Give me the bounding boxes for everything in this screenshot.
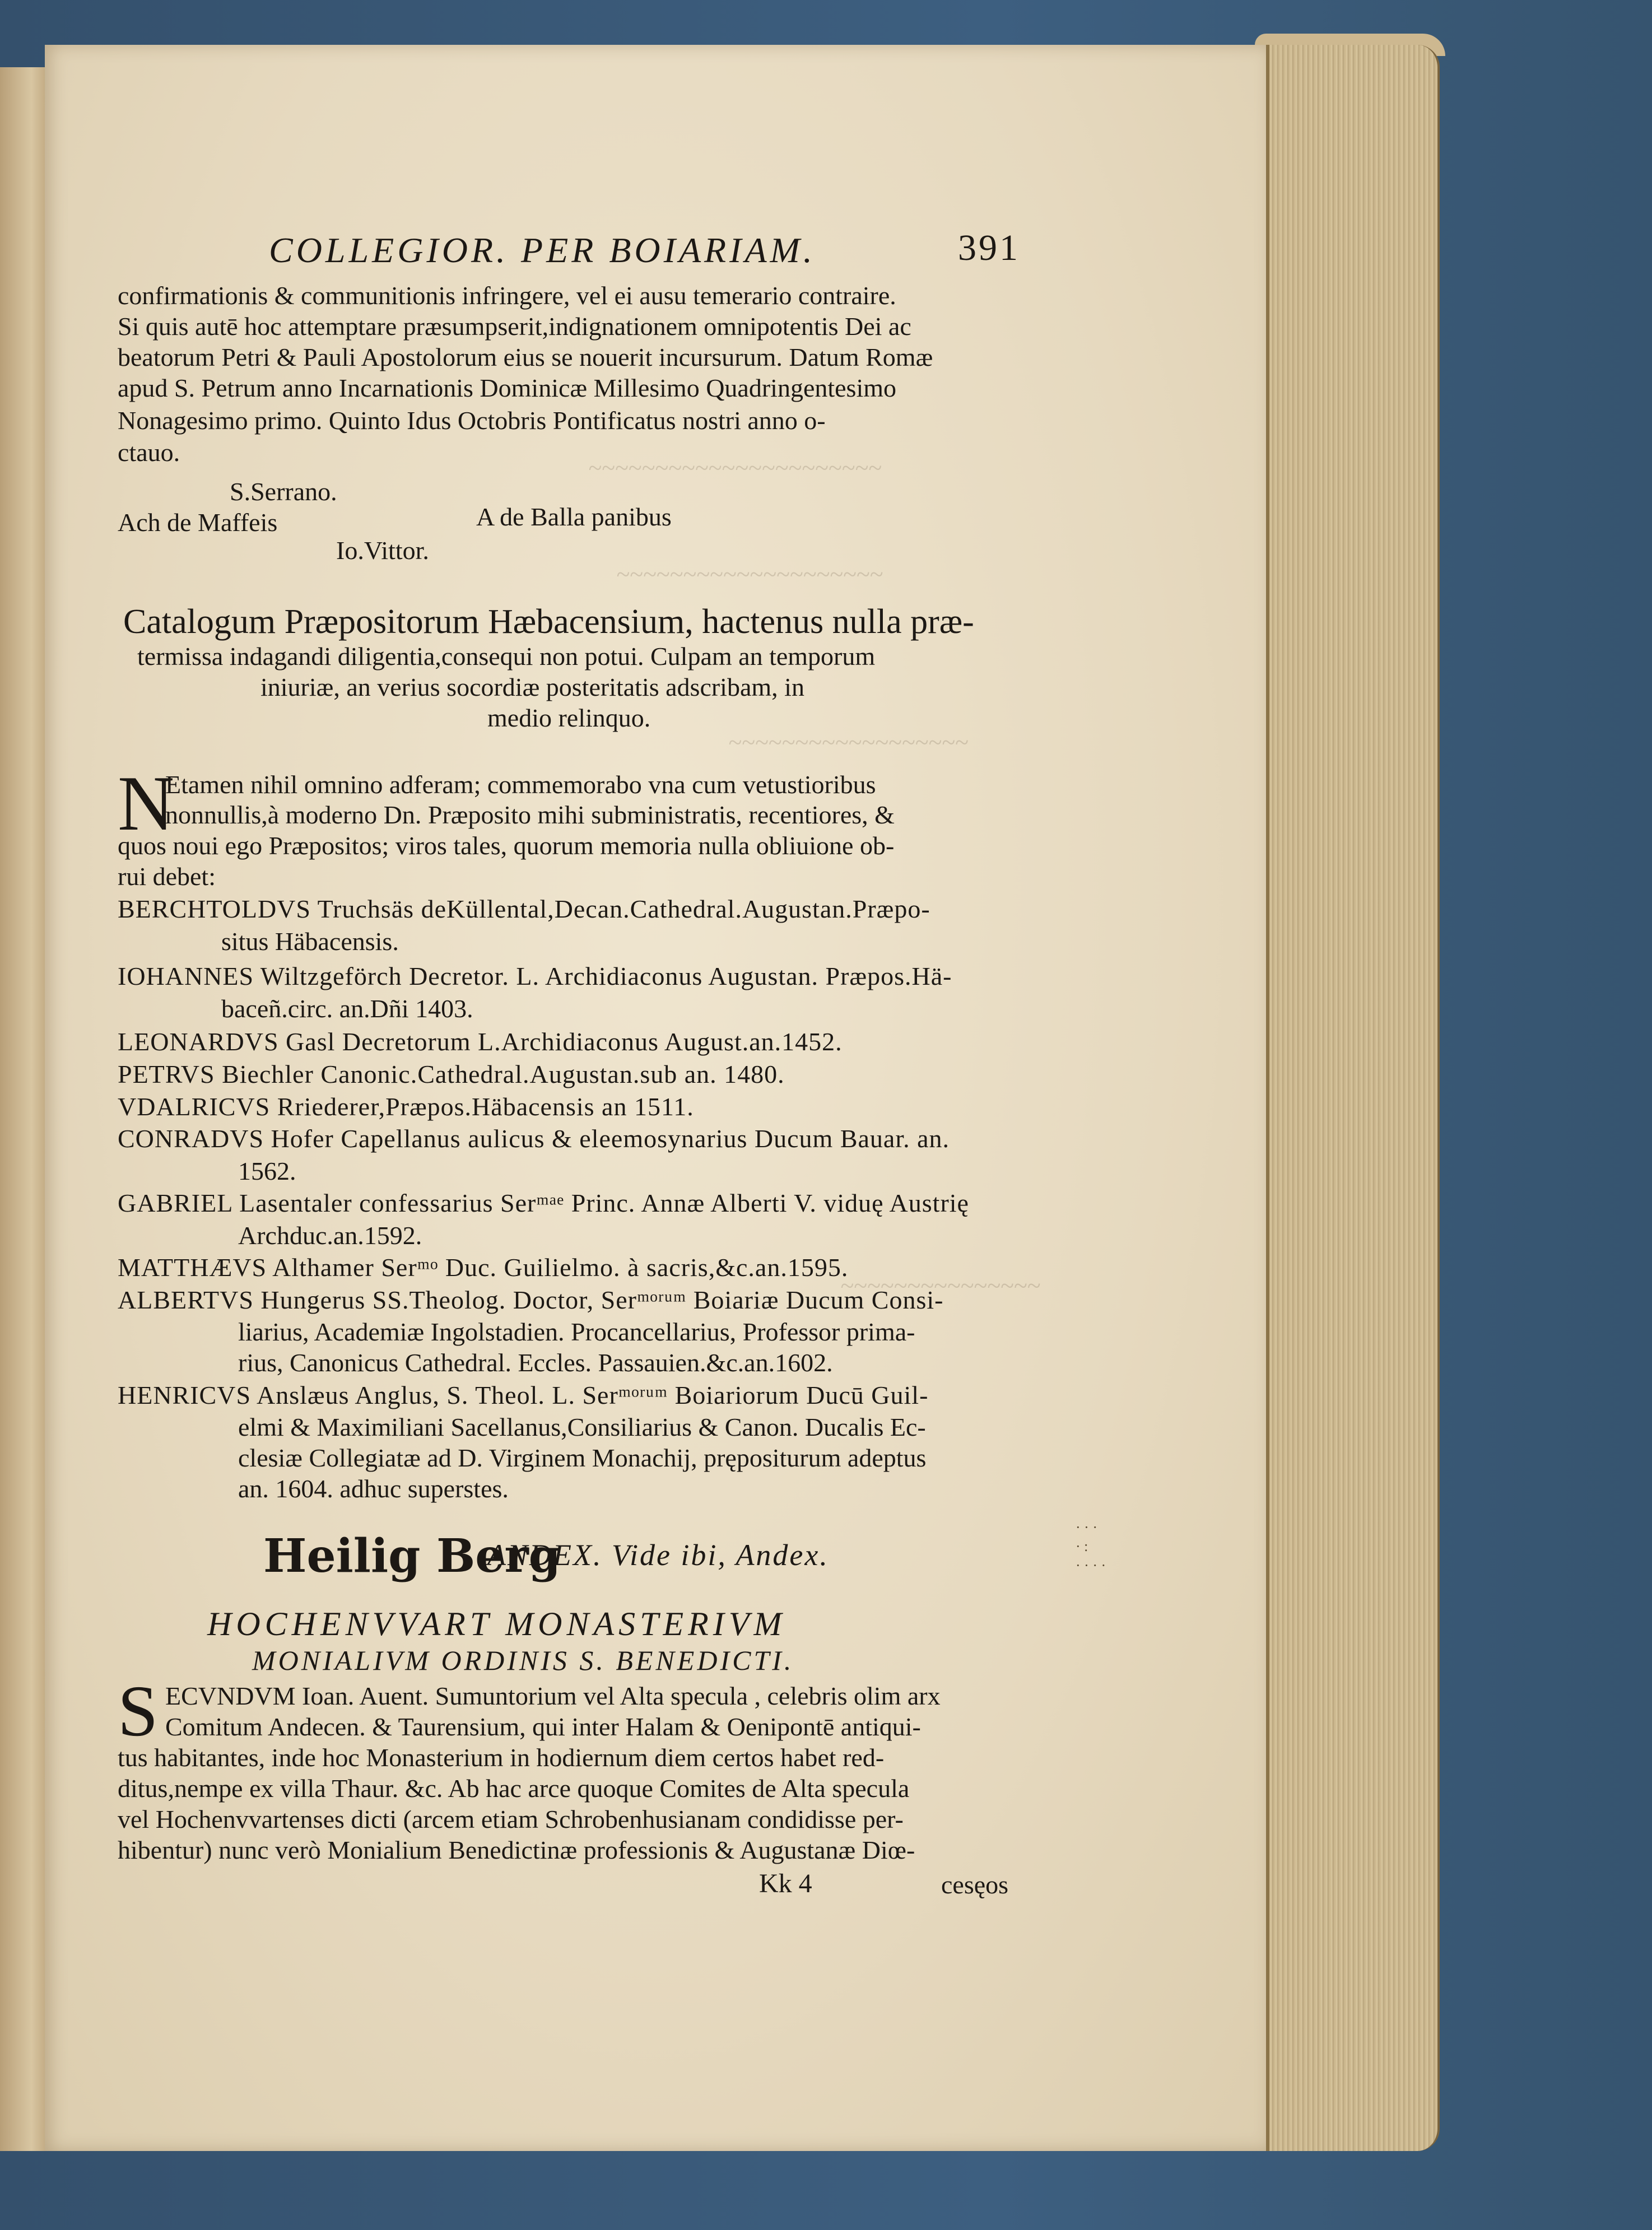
text-line: termissa indagandi diligentia,consequi non potui. Culpam an temporum [137,642,876,671]
text-line: hibentur) nunc verò Monialium Benedictinæ professionis & Augustanæ Diœ- [118,1836,915,1864]
bleed-through: ~~~~~~~~~~~~~~~ [840,1272,1041,1300]
signature: S.Serrano. [230,477,337,506]
text-line: Nonagesimo primo. Quinto Idus Octobris Pontificatus nostri anno o- [118,406,826,435]
text-line: ECVNDVM Ioan. Auent. Sumuntorium vel Alta specula , celebris olim arx [165,1682,941,1710]
provost-entry: PETRVS Biechler Canonic.Cathedral.Augustan.sub an. 1480. [118,1060,785,1088]
text-line: rui debet: [118,862,216,891]
text-line: nonnullis,à moderno Dn. Præposito mihi subministratis, recentiores, & [165,800,895,829]
andex-reference: ANDEX. Vide ibi, Andex. [487,1538,829,1572]
text-line: ctauo. [118,438,180,467]
provost-entry-cont: elmi & Maximiliani Sacellanus,Consiliarius & Canon. Ducalis Ec- [238,1413,926,1441]
provost-entry: MATTHÆVS Althamer Serᵐᵒ Duc. Guilielmo. à sacris,&c.an.1595. [118,1253,849,1282]
heilig-berg-heading: Heilig Berg [263,1529,561,1583]
provost-entry-cont: an. 1604. adhuc superstes. [238,1474,509,1503]
provost-entry: VDALRICVS Rriederer,Præpos.Häbacensis an 1511. [118,1092,694,1121]
bleed-through: ~~~~~~~~~~~~~~~~~~ [728,729,969,756]
catalogue-heading: Catalogum Præpositorum Hæbacensium, hactenus nulla præ- [123,603,974,641]
text-line: apud S. Petrum anno Incarnationis Dominicæ Millesimo Quadringentesimo [118,374,897,402]
signature: Io.Vittor. [336,536,429,565]
page-number: 391 [958,227,1020,268]
text-line: tus habitantes, inde hoc Monasterium in hodiernum diem certos habet red- [118,1743,885,1772]
provost-entry: IOHANNES Wiltzgeförch Decretor. L. Archidiaconus Augustan. Præpos.Hä- [118,962,952,990]
stray-marks: · · · · : · · · · [1076,1519,1106,1573]
signature: A de Balla panibus [476,502,672,531]
provost-entry-cont: 1562. [238,1157,296,1185]
text-line: quos noui ego Præpositos; viros tales, quorum memoria nulla obliuione ob- [118,831,895,860]
text-line: confirmationis & communitionis infringere, vel ei ausu temerario contraire. [118,281,896,310]
facing-page-edge [0,67,46,2151]
drop-cap: S [118,1671,159,1752]
bleed-through: ~~~~~~~~~~~~~~~~~~~~~~ [588,454,882,482]
text-line: Si quis autē hoc attemptare præsumpserit,indignationem omnipotentis Dei ac [118,312,911,341]
text-line: Comitum Andecen. & Taurensium, qui inter Halam & Oenipontē antiqui- [165,1712,921,1741]
provost-entry-cont: situs Häbacensis. [221,927,399,956]
signature-mark: Kk 4 [759,1869,812,1898]
hochenwart-title: HOCHENVVART MONASTERIVM [207,1605,787,1642]
provost-entry: LEONARDVS Gasl Decretorum L.Archidiaconus August.an.1452. [118,1027,843,1056]
page-block-edges [1266,45,1440,2151]
bleed-through: ~~~~~~~~~~~~~~~~~~~~ [616,561,883,588]
provost-entry-cont: Archduc.an.1592. [238,1221,422,1250]
text-line: Etamen nihil omnino adferam; commemorabo vna cum vetustioribus [165,770,876,799]
provost-entry: ALBERTVS Hungerus SS.Theolog. Doctor, Serᵐᵒʳᵘᵐ Boiariæ Ducum Consi- [118,1286,944,1314]
signature: Ach de Maffeis [118,508,278,537]
text-line: beatorum Petri & Pauli Apostolorum eius se nouerit incursurum. Datum Romæ [118,343,933,371]
text-line: iniuriæ, an verius socordiæ posteritatis adscribam, in [260,673,804,701]
catchword: cesęos [941,1870,1009,1899]
provost-entry: HENRICVS Anslæus Anglus, S. Theol. L. Serᵐᵒʳᵘᵐ Boiariorum Ducū Guil- [118,1381,929,1409]
provost-entry: CONRADVS Hofer Capellanus aulicus & eleemosynarius Ducum Bauar. an. [118,1124,950,1153]
provost-entry: GABRIEL Lasentaler confessarius Serᵐᵃᵉ Princ. Annæ Alberti V. viduę Austrię [118,1189,969,1217]
provost-entry-cont: rius, Canonicus Cathedral. Eccles. Passauien.&c.an.1602. [238,1348,833,1377]
text-line: ditus,nempe ex villa Thaur. &c. Ab hac arce quoque Comites de Alta specula [118,1774,910,1803]
provost-entry-cont: clesiæ Collegiatæ ad D. Virginem Monachij, prępositurum adeptus [238,1444,927,1472]
text-line: medio relinquo. [487,704,651,732]
drop-cap: N [118,760,175,847]
provost-entry: BERCHTOLDVS Truchsäs deKüllental,Decan.Cathedral.Augustan.Præpo- [118,895,930,923]
provost-entry-cont: baceñ.circ. an.Dñi 1403. [221,994,473,1023]
text-line: vel Hochenvvartenses dicti (arcem etiam Schrobenhusianam condidisse per- [118,1805,904,1833]
running-head: COLLEGIOR. PER BOIARIAM. [269,230,816,270]
hochenwart-subtitle: MONIALIVM ORDINIS S. BENEDICTI. [252,1645,794,1676]
provost-entry-cont: liarius, Academiæ Ingolstadien. Procancellarius, Professor prima- [238,1317,915,1346]
